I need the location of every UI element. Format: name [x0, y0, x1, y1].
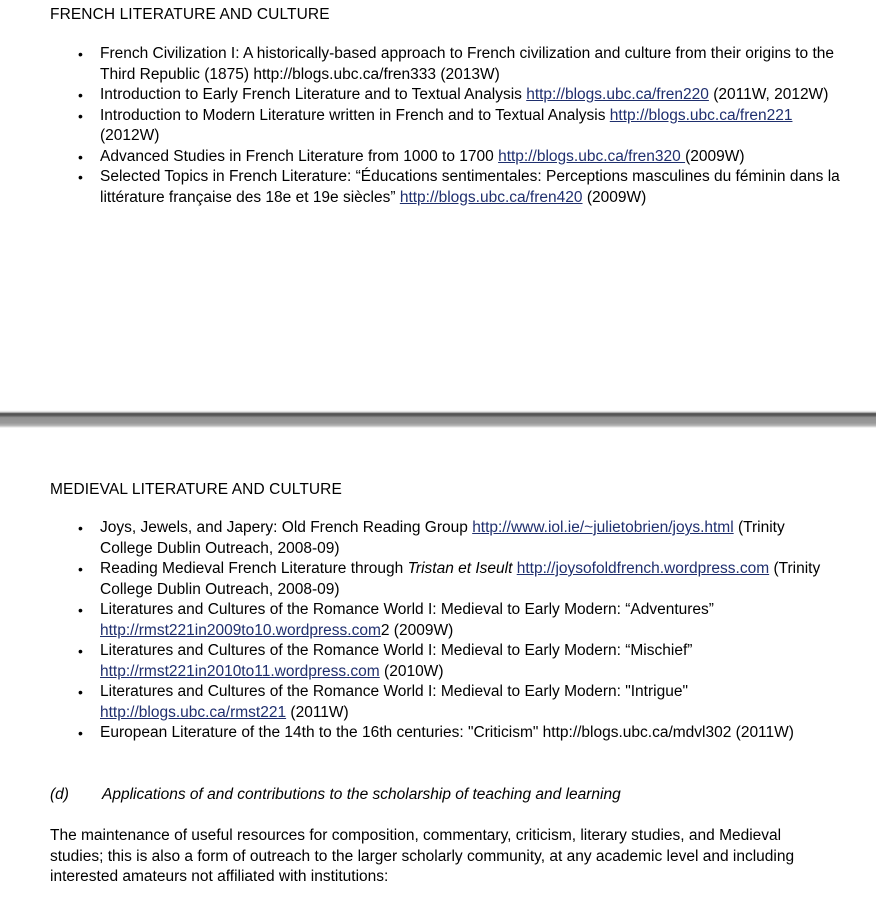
list-item-suffix: (2009W)	[582, 188, 647, 206]
course-link[interactable]: http://blogs.ubc.ca/fren220	[526, 86, 709, 103]
document-sheet-page-1	[0, 0, 876, 411]
list-item-text: Joys, Jewels, and Japery: Old French Reading Group	[100, 519, 473, 536]
french-literature-course-list	[50, 44, 840, 208]
list-item-text: French Civilization I: A historically-based approach to French civilization and culture from their origins to the Third Republic (1875) http://blogs.ubc.ca/fren333 (2013W)	[100, 45, 835, 83]
list-item-text: Introduction to Early French Literature and to Textual Analysis	[100, 86, 527, 103]
list-item-text: Selected Topics in French Literature: “Éducations sentimentales: Perceptions masculines du féminin dans la littérature française des 18e et 19e siècles”	[100, 168, 840, 206]
bullet-icon: •	[78, 602, 83, 618]
medieval-literature-course-list	[50, 518, 840, 744]
list-item	[50, 44, 840, 85]
list-item-text: Reading Medieval French Literature through	[100, 560, 408, 577]
page-break-divider	[0, 410, 876, 428]
bullet-icon: •	[78, 169, 83, 185]
section-heading-medieval-literature: MEDIEVAL LITERATURE AND CULTURE	[50, 481, 342, 498]
course-link[interactable]: http://rmst221in2009to10.wordpress.com	[100, 621, 381, 639]
list-item-text: Literatures and Cultures of the Romance World I: Medieval to Early Modern: “Mischief”	[100, 642, 693, 659]
closing-paragraph: The maintenance of useful resources for composition, commentary, criticism, literary studies, and Medieval studies; this is also a form of outreach to the larger scholarly community, at any academic level and including interested amateurs not affiliated with institutions:	[50, 827, 795, 885]
course-link[interactable]: http://blogs.ubc.ca/fren420	[399, 188, 583, 206]
bullet-icon: •	[78, 520, 83, 536]
list-item-suffix: (2011W, 2012W)	[708, 86, 829, 103]
course-link[interactable]: http://joysofoldfrench.wordpress.com	[516, 560, 770, 577]
list-item	[50, 147, 840, 168]
section-heading-french-literature: FRENCH LITERATURE AND CULTURE	[50, 6, 330, 23]
work-title: Tristan et Iseult	[407, 560, 513, 577]
list-item	[50, 106, 840, 147]
list-item	[50, 723, 840, 744]
course-link[interactable]: http://blogs.ubc.ca/fren320	[498, 147, 686, 165]
bullet-icon: •	[78, 643, 83, 659]
course-link[interactable]: http://blogs.ubc.ca/rmst221	[100, 703, 287, 721]
list-item	[50, 85, 840, 106]
bullet-icon: •	[78, 46, 83, 62]
list-item-suffix: (Trinity College Dublin Outreach, 2008-09)	[100, 560, 821, 598]
list-item	[50, 600, 840, 641]
course-link[interactable]: http://www.iol.ie/~julietobrien/joys.html	[472, 519, 734, 536]
list-item-suffix: (2010W)	[379, 662, 444, 680]
course-link[interactable]: http://rmst221in2010to11.wordpress.com	[100, 662, 380, 680]
list-item	[50, 518, 840, 559]
list-item-text: Literatures and Cultures of the Romance World I: Medieval to Early Modern: “Adventures”	[100, 601, 714, 618]
subsection-heading-d	[50, 785, 621, 806]
bullet-icon: •	[78, 684, 83, 700]
list-item-text: Advanced Studies in French Literature from 1000 to 1700	[100, 147, 499, 165]
list-item-suffix: (Trinity College Dublin Outreach, 2008-09)	[100, 519, 785, 557]
bullet-icon: •	[78, 561, 83, 577]
document-sheet-page-2	[0, 428, 876, 897]
list-item	[50, 682, 840, 723]
bullet-icon: •	[78, 725, 83, 741]
list-item-text: European Literature of the 14th to the 16th centuries: "Criticism" http://blogs.ubc.ca/mdvl302 (2011W)	[100, 724, 794, 741]
list-item-suffix: 2 (2009W)	[380, 621, 454, 639]
list-item-suffix: (2012W)	[100, 127, 160, 144]
list-item-text: Literatures and Cultures of the Romance World I: Medieval to Early Modern: "Intrigue"	[100, 683, 688, 700]
bullet-icon: •	[78, 107, 83, 124]
bullet-icon: •	[78, 148, 83, 165]
subsection-title: Applications of and contributions to the scholarship of teaching and learning	[102, 786, 621, 803]
list-item	[50, 641, 840, 682]
bullet-icon: •	[78, 87, 83, 103]
subsection-label: (d)	[50, 786, 69, 803]
list-item	[50, 167, 840, 208]
list-item-suffix: (2009W)	[685, 147, 745, 165]
list-item	[50, 559, 840, 600]
list-item-text: Introduction to Modern Literature written in French and to Textual Analysis	[100, 106, 610, 124]
list-item-suffix: (2011W)	[286, 703, 349, 721]
course-link[interactable]: http://blogs.ubc.ca/fren221	[609, 106, 793, 124]
